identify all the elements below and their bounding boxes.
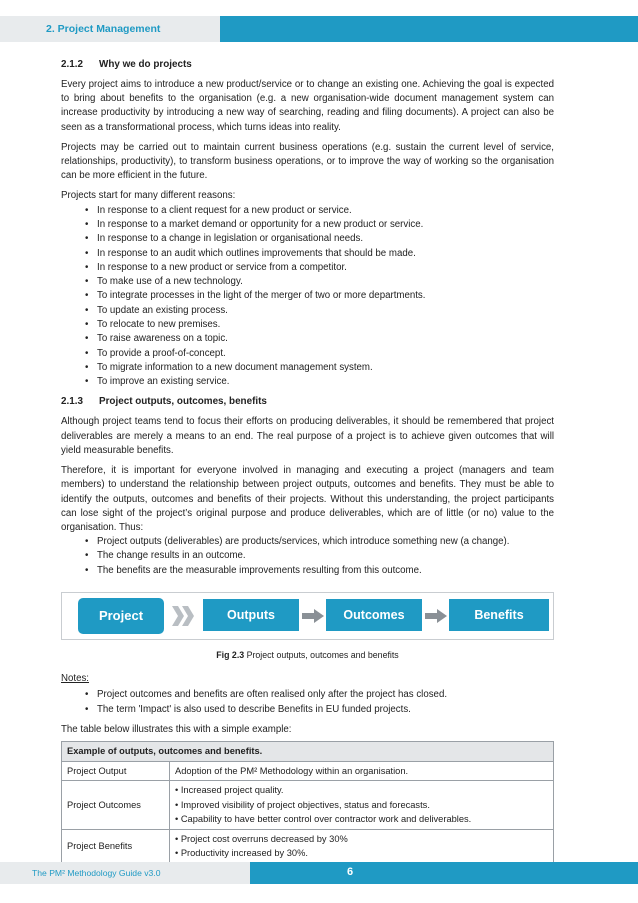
arrow-right-icon [302,609,324,623]
paragraph: Every project aims to introduce a new product/service or to change an existing one. Achieving the goal is expected to bring about benefits to the organisation (e.g. a new organisation-wide document management system can increase productivity by introducing a new way of searching, reading and filing documents). A project can also be seen as a transformational process, which turns ideas into reality. [61,79,554,133]
paragraph: Projects start for many different reasons: [61,190,236,202]
list-item: • To provide a proof-of-concept. [85,347,554,361]
row-label: Project Outcomes [62,781,170,830]
example-table [61,741,554,864]
list-item: • To raise awareness on a topic. [85,332,554,346]
outputs-box: Outputs [203,599,299,631]
figure-caption [61,648,554,662]
outputs-outcomes-benefits-diagram [61,592,554,640]
table-row [62,829,554,863]
page-number: 6 [346,866,354,878]
row-value-line: • Project cost overruns decreased by 30% [175,833,348,844]
outcomes-box: Outcomes [326,599,422,631]
list-item: • In response to a client request for a new product or service. [85,204,554,218]
list-item: • In response to an audit which outlines improvements that should be made. [85,247,554,261]
caption-text: Project outputs, outcomes and benefits [244,650,399,660]
row-value [170,761,554,781]
list-item: • The term 'Impact' is also used to describe Benefits in EU funded projects. [85,703,554,717]
list-item: • In response to a new product or service from a competitor. [85,261,554,275]
list-item: • To update an existing process. [85,304,554,318]
arrow-right-icon [425,609,447,623]
table-row [62,781,554,830]
section-number: 2.1.2 [61,59,83,70]
benefits-box: Benefits [449,599,549,631]
header-title: 2. Project Management [46,23,161,35]
paragraph: The table below illustrates this with a simple example: [61,724,292,735]
page-footer [0,862,638,884]
list-item: • Project outputs (deliverables) are products/services, which introduce something new (a change). [85,535,554,549]
project-box: Project [78,598,164,634]
table-header-row [62,742,554,762]
row-value-line: Adoption of the PM² Methodology within an organisation. [175,765,409,776]
list-item: • In response to a change in legislation or organisational needs. [85,232,554,246]
section-heading-2-1-2 [61,58,554,72]
page-content [61,58,554,864]
list-item: • In response to a market demand or opportunity for a new product or service. [85,218,554,232]
list-item: • The change results in an outcome. [85,549,554,563]
section-title: Project outputs, outcomes, benefits [99,396,267,408]
list-item: • To relocate to new premises. [85,318,554,332]
footer-title: The PM² Methodology Guide v3.0 [32,868,161,878]
row-value-line: • Improved visibility of project objectives, status and forecasts. [175,799,430,810]
row-value [170,781,554,830]
row-label: Project Benefits [62,829,170,863]
footer-blue-band [250,862,638,884]
section-heading-2-1-3 [61,395,554,409]
list-item: • Project outcomes and benefits are often realised only after the project has closed. [85,688,554,702]
notes-label: Notes: [61,673,89,685]
row-label: Project Output [62,761,170,781]
row-value [170,829,554,863]
row-value-line: • Increased project quality. [175,785,284,796]
table-row [62,761,554,781]
paragraph: Projects may be carried out to maintain current business operations (e.g. sustain the current level of service, relationships, productivity), to transform business operations, or to improve the way of working so the organisation can be more efficient in the future. [61,141,554,182]
table-header-cell: Example of outputs, outcomes and benefits. [62,742,554,762]
list-item: • To make use of a new technology. [85,275,554,289]
list-item: • To improve an existing service. [85,375,554,389]
outputs-list [85,535,554,578]
list-item: • To migrate information to a new document management system. [85,361,554,375]
paragraph: Therefore, it is important for everyone involved in managing and executing a project (managers and team members) to understand the relationship between project outputs, outcomes and benefits. They must be able to identify the outputs, outcomes and benefits of their projects. Without this understanding, the project participants can lose sight of the project’s original purpose and produce deliverables, which are of little (or no) value to the organisation. Thus: [61,465,554,533]
row-value-line: • Productivity increased by 30%. [175,848,308,859]
page-header [0,16,638,42]
reasons-list [85,204,554,390]
header-blue-band [220,16,638,42]
section-title: Why we do projects [99,59,192,70]
section-number: 2.1.3 [61,396,83,408]
list-item: • To integrate processes in the light of the merger of two or more departments. [85,289,554,303]
list-item: • The benefits are the measurable improvements resulting from this outcome. [85,564,554,578]
notes-list [85,688,554,717]
double-chevron-icon [170,605,196,627]
paragraph: Although project teams tend to focus their efforts on producing deliverables, it should be remembered that project deliverables are merely a means to an end. The real purpose of a project is to achieve given outcomes that will yield measurable benefits. [61,416,554,456]
caption-label: Fig 2.3 [216,650,245,660]
row-value-line: • Capability to have better control over contractor work and deliverables. [175,814,472,825]
